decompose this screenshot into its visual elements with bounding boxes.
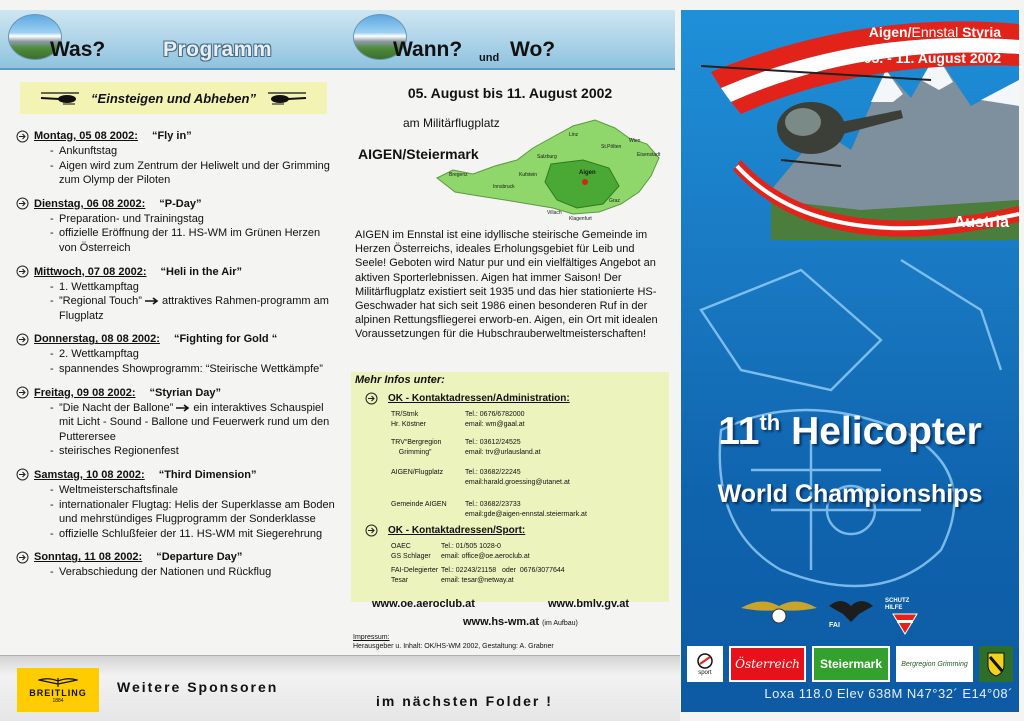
day-heading xyxy=(16,549,336,565)
schutz-hilfe-icon xyxy=(893,614,917,634)
day-date: Sonntag, 11 08 2002: xyxy=(34,551,143,564)
more-info-title: Mehr Infos unter: xyxy=(355,374,445,386)
day-name: “Departure Day” xyxy=(156,551,243,564)
program-panel xyxy=(0,0,345,650)
helicopter-right-icon xyxy=(264,91,308,105)
fai-eagle-icon xyxy=(829,601,873,622)
day-items xyxy=(50,565,336,580)
day-date: Freitag, 09 08 2002: xyxy=(34,386,136,399)
cover-panel xyxy=(681,10,1019,712)
map-label: Wien xyxy=(629,138,641,144)
oesterreich-logo: Österreich xyxy=(729,646,807,682)
sport-logo-text: sport xyxy=(698,670,712,676)
title-word: Helicopter xyxy=(791,410,982,453)
admin-section-title: OK - Kontaktadressen/Administration: xyxy=(388,393,570,404)
cover-country: Austria xyxy=(953,214,1009,231)
day-heading xyxy=(16,385,336,401)
venue-text: am Militärflugplatz xyxy=(403,116,500,130)
day-date: Donnerstag, 08 08 2002: xyxy=(34,333,160,346)
sponsor-line-2: im nächsten Folder ! xyxy=(376,693,553,709)
program-day xyxy=(16,196,336,256)
program-day xyxy=(16,331,336,376)
program-day xyxy=(16,264,336,324)
wing-badge-icon xyxy=(741,601,817,623)
contact-details: Tel.: 03682/22245 email:harald.groessing@utanet.at xyxy=(465,469,570,486)
map-label: Aigen xyxy=(579,170,596,176)
hswm-link[interactable] xyxy=(463,616,578,628)
day-name: “Heli in the Air” xyxy=(160,265,242,278)
wann-title: Wann? xyxy=(393,38,463,61)
helicopter-canopy xyxy=(785,108,821,136)
arrow-bullet-icon xyxy=(16,386,29,399)
steiermark-logo: Steiermark xyxy=(812,646,890,682)
austria-shape xyxy=(437,120,659,214)
slogan-text: “Einsteigen und Abheben” xyxy=(91,90,256,106)
day-items xyxy=(50,280,336,324)
slogan-box xyxy=(20,82,327,114)
contact-name: Gemeinde AIGEN xyxy=(391,501,447,508)
contact-name: OAEC GS Schlager xyxy=(391,543,431,560)
day-item-a: ”Die Nacht der Ballone” xyxy=(59,401,174,414)
admin-section-head xyxy=(365,392,570,405)
sponsor-line-1: Weitere Sponsoren xyxy=(117,679,279,695)
day-date: Dienstag, 06 08 2002: xyxy=(34,197,146,210)
day-item: - Weltmeisterschaftsfinale xyxy=(50,483,336,498)
day-date: Montag, 05 08 2002: xyxy=(34,130,138,142)
contact-name: TR/Stmk Hr. Köstner xyxy=(391,411,427,428)
bmlv-link[interactable]: www.bmlv.gv.at xyxy=(548,598,630,610)
cover-dates: 05. - 11. August 2002 xyxy=(863,50,1001,66)
day-heading xyxy=(16,467,336,483)
day-item: - Aigen wird zum Zentrum der Heliwelt und der Grimming zum Olymp der Piloten xyxy=(50,159,336,188)
hswm-link-text[interactable]: www.hs-wm.at xyxy=(463,616,539,628)
day-item-b: attraktives Rahmen-programm am Flugplatz xyxy=(59,295,329,322)
arrow-bullet-icon xyxy=(16,468,29,481)
aigen-description: AIGEN im Ennstal ist eine idyllische steirische Gemeinde im Herzen Österreichs, ideales Erholungsgebiet für Leib und Seele! Geboten wird Natur pur und ein vielfältiges Angebot an aktiven Sporterlebnissen. Aigen hat immer Saison! Der Militärflugplatz existiert seit 1935 und das hier stationierte HS-Geschwader hat sich seit 1986 einen besonderen Ruf in der alpinen Rettungsfliegerei erworb-en. Aigen, ein Ort mit idealen Voraussetzungen für die Hubschrauberweltmeisterschaften! xyxy=(355,229,658,341)
right-arrow-icon xyxy=(176,404,190,412)
day-name: “Styrian Day” xyxy=(149,386,222,399)
impressum-text: Herausgeber u. Inhalt: OK/HS-WM 2002, Gestaltung: A. Grabner xyxy=(353,643,554,650)
contact-details: Tel.: 03682/23733 email:gde@aigen-ennstal.steiermark.at xyxy=(465,501,587,518)
hswm-note: (im Aufbau) xyxy=(542,620,578,627)
map-label: Innsbruck xyxy=(493,184,515,190)
day-date: Samstag, 10 08 2002: xyxy=(34,468,145,481)
map-label: Kufstein xyxy=(519,172,538,178)
schutz-hilfe-label xyxy=(885,598,909,612)
day-heading xyxy=(16,264,336,280)
program-day xyxy=(16,549,336,580)
contact-details: Tel.: 03612/24525 email: trv@urlausland.at xyxy=(465,439,541,456)
schutz-label: SCHUTZ xyxy=(885,598,910,604)
day-item-b: ein interaktives Schauspiel mit Licht - Sound - Ballone und Feuerwerk rund um den Putterersee xyxy=(59,401,330,443)
aigen-marker xyxy=(582,179,588,185)
day-item xyxy=(50,294,336,323)
contact-name: AIGEN/Flugplatz xyxy=(391,469,444,476)
day-items xyxy=(50,144,336,188)
day-item xyxy=(50,401,336,445)
breitling-text: BREITLING xyxy=(29,688,87,698)
impressum xyxy=(353,633,554,651)
program-list xyxy=(16,128,336,588)
title-suffix: th xyxy=(759,410,781,435)
day-item: - Verabschiedung der Nationen und Rückflug xyxy=(50,565,336,580)
was-title: Was? xyxy=(50,38,106,61)
coat-of-arms-logo xyxy=(979,646,1013,682)
day-item: - Preparation- und Trainingstag xyxy=(50,212,336,227)
sport-section-head xyxy=(365,524,525,537)
und-label: und xyxy=(479,52,500,64)
day-items xyxy=(50,212,336,256)
map-label: Linz xyxy=(569,132,579,138)
day-name: “Fly in” xyxy=(151,130,192,142)
breitling-sub: 1884 xyxy=(52,698,64,704)
day-item: - 1. Wettkampftag xyxy=(50,280,336,295)
day-item: - steirisches Regionenfest xyxy=(50,444,336,459)
right-arrow-icon xyxy=(145,297,159,305)
day-heading xyxy=(16,196,336,212)
sport-logo-icon xyxy=(696,652,714,670)
day-item: - internationaler Flugtag: Helis der Superklasse am Boden und mehrstündiges Flugprogramm der Sonderklasse xyxy=(50,498,336,527)
sponsor-logo-strip xyxy=(687,644,1013,684)
day-item: - Ankunftstag xyxy=(50,144,336,159)
cover-artwork xyxy=(681,10,1019,712)
sponsor-footer xyxy=(0,655,680,721)
day-name: “Third Dimension” xyxy=(158,468,257,481)
airfield-coordinates: Loxa 118.0 Elev 638M N47°32´ E14°08´ xyxy=(764,686,1013,701)
cover-location xyxy=(869,24,1001,40)
title-number: 11 xyxy=(718,410,760,453)
map-label: Salzburg xyxy=(537,154,557,160)
sport-logo xyxy=(687,646,723,682)
shield-icon xyxy=(986,651,1006,677)
fai-label: FAI xyxy=(829,622,840,629)
austria-map xyxy=(433,108,673,226)
bergregion-logo: Bergregion Grimming xyxy=(896,646,973,682)
mid-header-bar xyxy=(345,10,675,70)
aeroclub-link[interactable]: www.oe.aeroclub.at xyxy=(372,598,475,610)
arrow-bullet-icon xyxy=(16,551,29,564)
day-item: - offizielle Schlußfeier der 11. HS-WM mit Siegerehrung xyxy=(50,527,336,542)
helicopter-left-icon xyxy=(39,91,83,105)
day-heading xyxy=(16,128,336,144)
map-label: Eisenstadt xyxy=(637,152,661,158)
arrow-bullet-icon xyxy=(16,130,29,143)
day-item-a: ”Regional Touch” xyxy=(59,295,142,308)
day-items xyxy=(50,347,336,376)
day-name: “Fighting for Gold “ xyxy=(173,333,278,346)
contact-name: FAI-Delegierter Tesar xyxy=(391,567,439,584)
map-label: Villach xyxy=(547,210,562,216)
arrow-bullet-icon xyxy=(16,265,29,278)
city-text: AIGEN/Steiermark xyxy=(358,146,479,162)
loc-aigen: Aigen/ xyxy=(868,24,912,40)
contact-name: TRV“Bergregion Grimming” xyxy=(391,439,442,456)
map-label: Graz xyxy=(609,198,620,204)
sport-section-title: OK - Kontaktadressen/Sport: xyxy=(388,525,526,536)
contact-box xyxy=(351,372,669,602)
arrow-bullet-icon xyxy=(16,197,29,210)
arrow-bullet-icon xyxy=(365,524,378,537)
day-name: “P-Day” xyxy=(159,197,202,210)
day-item: - offizielle Eröffnung der 11. HS-WM im Grünen Herzen von Österreich xyxy=(50,226,336,255)
wings-icon xyxy=(38,676,78,688)
arrow-bullet-icon xyxy=(365,392,378,405)
map-label: Bregenz xyxy=(449,172,468,178)
map-label: St.Pölten xyxy=(601,144,622,150)
day-items xyxy=(50,401,336,459)
day-item: - spannendes Showprogramm: “Steirische Wettkämpfe” xyxy=(50,362,336,377)
day-heading xyxy=(16,331,336,347)
breitling-logo xyxy=(17,668,99,712)
loc-ennstal: Ennstal xyxy=(911,24,959,40)
program-day xyxy=(16,385,336,459)
loc-styria: Styria xyxy=(962,24,1001,40)
contact-details: Tel.: 01/505 1028-0 email: office@oe.aeroclub.at xyxy=(441,543,530,560)
cover-main-title xyxy=(681,410,1019,454)
day-item: - 2. Wettkampftag xyxy=(50,347,336,362)
impressum-label: Impressum: xyxy=(353,634,390,641)
day-items xyxy=(50,483,336,541)
map-label: Klagenfurt xyxy=(569,216,592,222)
program-day xyxy=(16,467,336,541)
when-where-panel xyxy=(345,0,675,650)
programm-title: Programm xyxy=(163,38,273,61)
arrow-bullet-icon xyxy=(16,333,29,346)
hilfe-label: HILFE xyxy=(885,605,903,611)
contact-details: Tel.: 0676/6782000 email: wm@gaal.at xyxy=(465,411,525,428)
day-date: Mittwoch, 07 08 2002: xyxy=(34,265,147,278)
event-dates: 05. August bis 11. August 2002 xyxy=(407,85,613,101)
program-day xyxy=(16,128,336,188)
contact-details: Tel.: 02243/21158 oder 0676/3077644 email: tesar@netway.at xyxy=(441,567,565,584)
wo-title: Wo? xyxy=(510,38,556,61)
left-header-bar xyxy=(0,10,345,70)
cover-subtitle: World Championships xyxy=(717,480,983,508)
